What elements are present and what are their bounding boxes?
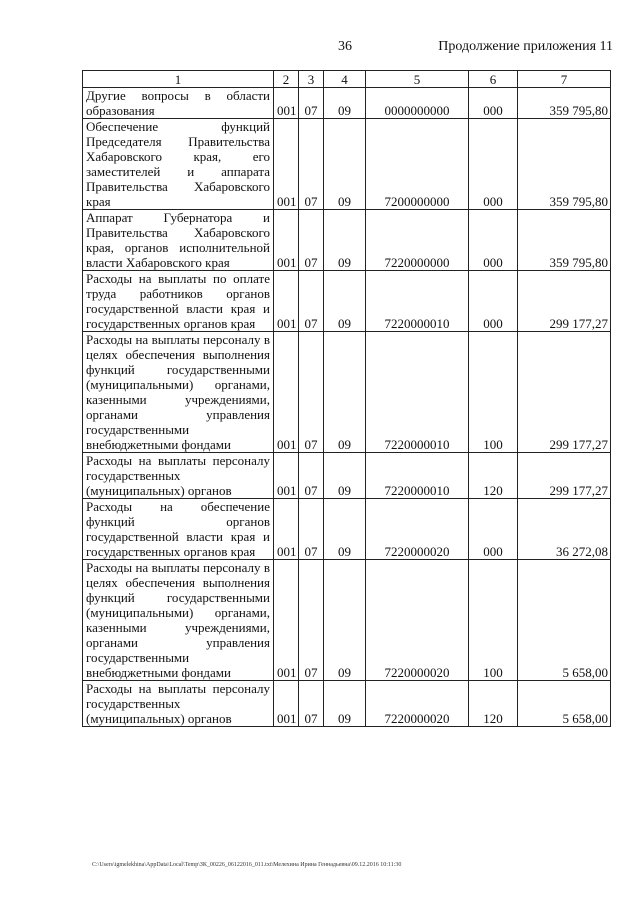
row-expense-type: 000	[469, 499, 518, 560]
row-ministry-code: 001	[274, 210, 299, 271]
row-ministry-code: 001	[274, 119, 299, 210]
row-section-code: 07	[299, 499, 324, 560]
table-row	[83, 560, 611, 681]
table-row	[83, 119, 611, 210]
row-ministry-code: 001	[274, 681, 299, 727]
row-ministry-code: 001	[274, 332, 299, 453]
table-row	[83, 271, 611, 332]
row-subsection-code: 09	[324, 332, 366, 453]
row-section-code: 07	[299, 453, 324, 499]
row-subsection-code: 09	[324, 560, 366, 681]
row-subsection-code: 09	[324, 210, 366, 271]
table-row	[83, 681, 611, 727]
row-section-code: 07	[299, 332, 324, 453]
row-expense-type: 000	[469, 210, 518, 271]
row-amount: 36 272,08	[518, 499, 611, 560]
row-subsection-code: 09	[324, 499, 366, 560]
row-name: Расходы на выплаты персоналу государственных (муниципальных) органов	[83, 681, 274, 727]
row-amount: 5 658,00	[518, 681, 611, 727]
row-amount: 299 177,27	[518, 332, 611, 453]
row-subsection-code: 09	[324, 453, 366, 499]
row-expense-type: 100	[469, 332, 518, 453]
row-target-code: 7220000010	[366, 271, 469, 332]
row-amount: 5 658,00	[518, 560, 611, 681]
row-expense-type: 120	[469, 681, 518, 727]
budget-table	[82, 70, 611, 727]
row-name: Аппарат Губернатора и Правительства Хабаровского края, органов исполнительной власти Хабаровского края	[83, 210, 274, 271]
row-target-code: 7220000020	[366, 681, 469, 727]
row-expense-type: 100	[469, 560, 518, 681]
row-name: Расходы на выплаты персоналу в целях обеспечения выполнения функций государственными (муниципальными) органами, казенными учреждениями, органами управления государственными внебюджетными фондами	[83, 560, 274, 681]
row-target-code: 7220000000	[366, 210, 469, 271]
row-section-code: 07	[299, 88, 324, 119]
appendix-label: Продолжение приложения 11	[438, 39, 613, 54]
row-expense-type: 120	[469, 453, 518, 499]
row-section-code: 07	[299, 210, 324, 271]
row-ministry-code: 001	[274, 499, 299, 560]
row-name: Расходы на обеспечение функций органов государственной власти края и государственных органов края	[83, 499, 274, 560]
column-header: 6	[469, 71, 518, 88]
row-ministry-code: 001	[274, 271, 299, 332]
row-section-code: 07	[299, 681, 324, 727]
table-row	[83, 88, 611, 119]
row-section-code: 07	[299, 560, 324, 681]
footer-file-path: C:\Users\igmelekhina\AppData\Local\Temp\ЗК_00226_06122016_011.txt\Мелехина Ирина Геннадьевна\09.12.2016 10:11:30	[92, 862, 402, 868]
row-name: Расходы на выплаты персоналу в целях обеспечения выполнения функций государственными (муниципальными) органами, казенными учреждениями, органами управления государственными внебюджетными фондами	[83, 332, 274, 453]
row-expense-type: 000	[469, 271, 518, 332]
table-row	[83, 499, 611, 560]
row-target-code: 7220000020	[366, 499, 469, 560]
row-ministry-code: 001	[274, 88, 299, 119]
row-name: Расходы на выплаты персоналу государственных (муниципальных) органов	[83, 453, 274, 499]
row-subsection-code: 09	[324, 271, 366, 332]
row-expense-type: 000	[469, 88, 518, 119]
row-name: Обеспечение функций Председателя Правительства Хабаровского края, его заместителей и аппарата Правительства Хабаровского края	[83, 119, 274, 210]
row-section-code: 07	[299, 271, 324, 332]
row-amount: 299 177,27	[518, 453, 611, 499]
column-header: 4	[324, 71, 366, 88]
row-target-code: 7200000000	[366, 119, 469, 210]
row-target-code: 7220000010	[366, 332, 469, 453]
row-amount: 299 177,27	[518, 271, 611, 332]
table-header-row	[83, 71, 611, 88]
column-header: 7	[518, 71, 611, 88]
row-name: Другие вопросы в области образования	[83, 88, 274, 119]
page-number: 36	[338, 39, 352, 54]
row-expense-type: 000	[469, 119, 518, 210]
row-ministry-code: 001	[274, 560, 299, 681]
table-row	[83, 453, 611, 499]
row-subsection-code: 09	[324, 681, 366, 727]
row-target-code: 7220000020	[366, 560, 469, 681]
row-section-code: 07	[299, 119, 324, 210]
row-ministry-code: 001	[274, 453, 299, 499]
column-header: 1	[83, 71, 274, 88]
column-header: 5	[366, 71, 469, 88]
row-amount: 359 795,80	[518, 88, 611, 119]
table-row	[83, 210, 611, 271]
table-row	[83, 332, 611, 453]
row-name: Расходы на выплаты по оплате труда работников органов государственной власти края и государственных органов края	[83, 271, 274, 332]
row-amount: 359 795,80	[518, 119, 611, 210]
row-target-code: 7220000010	[366, 453, 469, 499]
row-amount: 359 795,80	[518, 210, 611, 271]
column-header: 2	[274, 71, 299, 88]
row-subsection-code: 09	[324, 88, 366, 119]
row-target-code: 0000000000	[366, 88, 469, 119]
row-subsection-code: 09	[324, 119, 366, 210]
column-header: 3	[299, 71, 324, 88]
